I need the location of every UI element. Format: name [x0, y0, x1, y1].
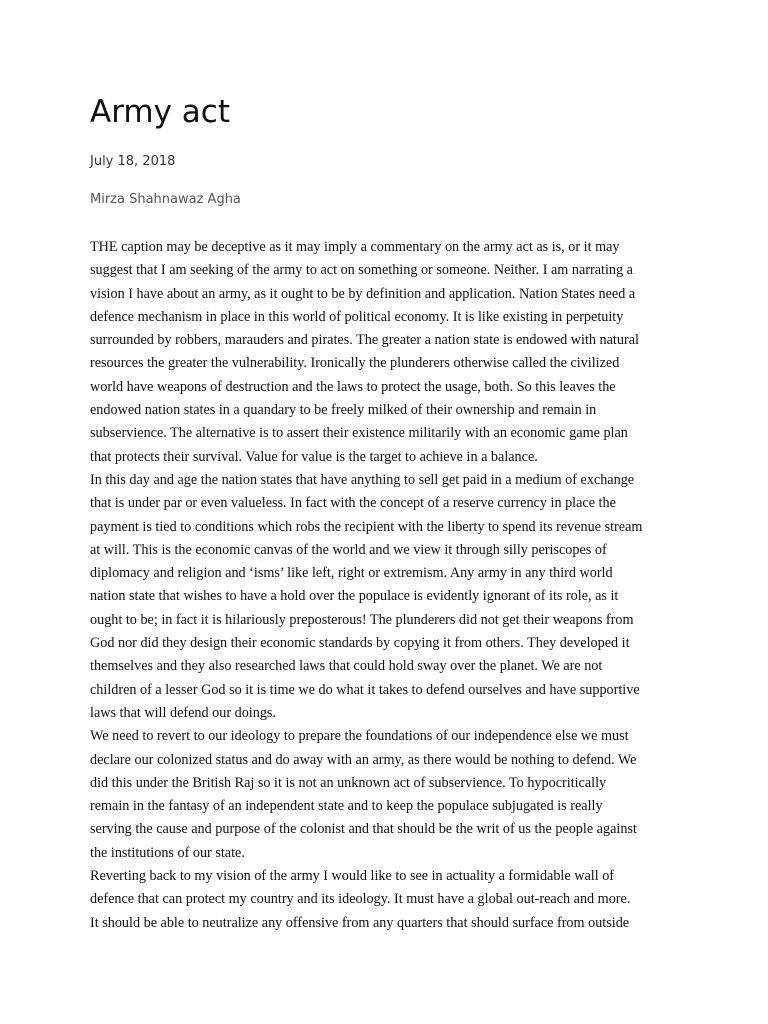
body-line: We need to revert to our ideology to prepare the foundations of our independence else we must	[90, 728, 629, 745]
body-line: declare our colonized status and do away with an army, as there would be nothing to defend. We	[90, 751, 637, 768]
body-line: vision I have about an army, as it ought to be by definition and application. Nation States need a	[90, 285, 636, 302]
body-line: the institutions of our state.	[90, 844, 245, 861]
body-line: diplomacy and religion and ‘isms’ like left, right or extremism. Any army in any third world	[90, 565, 613, 582]
body-line: ought to be; in fact it is hilariously preposterous! The plunderers did not get their weapons from	[90, 611, 634, 628]
body-line: laws that will defend our doings.	[90, 704, 276, 721]
article-title: Army act	[90, 94, 230, 130]
body-line: surrounded by robbers, marauders and pirates. The greater a nation state is endowed with natural	[90, 332, 639, 349]
article-body	[90, 236, 682, 935]
body-line: at will. This is the economic canvas of the world and we view it through silly periscopes of	[90, 541, 607, 558]
body-line: It should be able to neutralize any offensive from any quarters that should surface from outside	[90, 914, 630, 931]
body-line: children of a lesser God so it is time we do what it takes to defend ourselves and have supportive	[90, 681, 640, 698]
body-line: endowed nation states in a quandary to be freely milked of their ownership and remain in	[90, 402, 597, 419]
body-line: world have weapons of destruction and the laws to protect the usage, both. So this leaves the	[90, 378, 616, 395]
body-line: themselves and they also researched laws that could hold sway over the planet. We are not	[90, 658, 603, 675]
body-line: serving the cause and purpose of the colonist and that should be the writ of us the people against	[90, 821, 637, 838]
article-author: Mirza Shahnawaz Agha	[90, 192, 241, 207]
body-line: resources the greater the vulnerability. Ironically the plunderers otherwise called the civilized	[90, 355, 620, 372]
body-line: did this under the British Raj so it is not an unknown act of subservience. To hypocritically	[90, 774, 607, 791]
body-line: remain in the fantasy of an independent state and to keep the populace subjugated is really	[90, 798, 603, 815]
body-line: that is under par or even valueless. In fact with the concept of a reserve currency in place the	[90, 495, 616, 512]
body-line: defence that can protect my country and its ideology. It must have a global out-reach and more.	[90, 891, 631, 908]
body-line: THE caption may be deceptive as it may imply a commentary on the army act as is, or it may	[90, 239, 620, 255]
body-line: subservience. The alternative is to assert their existence militarily with an economic game plan	[90, 425, 628, 442]
body-line: payment is tied to conditions which robs the recipient with the liberty to spend its revenue stream	[90, 518, 643, 535]
body-line: In this day and age the nation states that have anything to sell get paid in a medium of exchange	[90, 471, 635, 488]
body-line: Reverting back to my vision of the army I would like to see in actuality a formidable wall of	[90, 868, 615, 885]
article-date: July 18, 2018	[90, 154, 176, 169]
body-line: that protects their survival. Value for value is the target to achieve in a balance.	[90, 448, 538, 465]
body-line: God nor did they design their economic standards by copying it from others. They developed it	[90, 635, 630, 652]
body-line: suggest that I am seeking of the army to act on something or someone. Neither. I am narrating a	[90, 262, 633, 279]
body-line: nation state that wishes to have a hold over the populace is evidently ignorant of its role, as it	[90, 588, 619, 605]
body-line: defence mechanism in place in this world of political economy. It is like existing in perpetuity	[90, 308, 624, 325]
